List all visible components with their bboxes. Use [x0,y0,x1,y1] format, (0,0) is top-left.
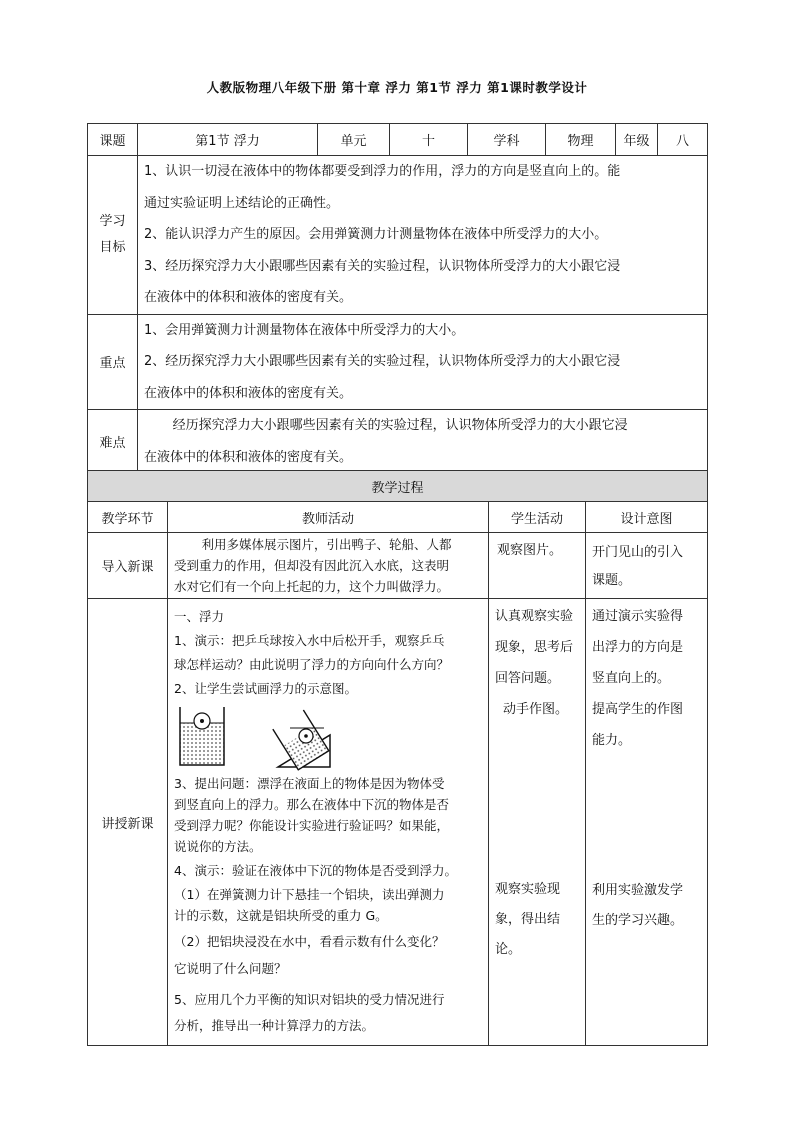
col-student: 学生活动 [489,502,586,533]
difficulty-label: 难点 [88,410,138,474]
grade-value: 八 [658,124,708,156]
subject-value: 物理 [546,124,616,156]
page-title: 人教版物理八年级下册 第十章 浮力 第1节 浮力 第1课时教学设计 [206,80,588,95]
subject-label: 学科 [468,124,546,156]
process-table [87,470,708,1046]
buoyancy-diagram [174,705,482,771]
difficulty-content: 经历探究浮力大小跟哪些因素有关的实验过程，认识物体所受浮力的大小跟它浸 在液体中的体积和液体的密度有关。 [138,410,708,474]
lecture-intent: 通过演示实验得 出浮力的方向是 竖直向上的。 提高学生的作图 能力。 利用实验激发学 生的学习兴趣。 [586,599,708,1046]
col-stage: 教学环节 [88,502,168,533]
intro-student: 观察图片。 [489,533,586,599]
lecture-student: 认真观察实验 现象，思考后 回答问题。 动手作图。 观察实验现 象，得出结论。 [489,599,586,1046]
goals-label: 学习目标 [88,156,138,315]
key-points-content: 1、会用弹簧测力计测量物体在液体中所受浮力的大小。 2、经历探究浮力大小跟哪些因素有关的实验过程，认识物体所受浮力的大小跟它浸 在液体中的体积和液体的密度有关。 [138,314,708,410]
lesson-value: 第1节 浮力 [138,124,318,156]
beaker-with-ball-figure [180,707,224,765]
lesson-info-table [87,123,708,474]
key-points-label: 重点 [88,314,138,410]
intro-intent: 开门见山的引入 课题。 [586,533,708,599]
goals-content: 1、认识一切浸在液体中的物体都要受到浮力的作用，浮力的方向是竖直向上的。能 通过实验证明上述结论的正确性。 2、能认识浮力产生的原因。会用弹簧测力计测量物体在液体中所受浮力的大小。 3、经历探究浮力大小跟哪些因素有关的实验过程，认识物体所受浮力的大小跟它浸 在液体中的体积和液体的密度有关。 [138,156,708,315]
intro-teacher: 利用多媒体展示图片，引出鸭子、轮船、人都 受到重力的作用，但却没有因此沉入水底，这表明 水对它们有一个向上托起的力，这个力叫做浮力。 [168,533,489,599]
grade-label: 年级 [616,124,658,156]
unit-value: 十 [390,124,468,156]
intro-stage: 导入新课 [88,533,168,599]
tilted-beaker-figure [273,710,330,770]
lesson-label: 课题 [88,124,138,156]
lecture-stage: 讲授新课 [88,599,168,1046]
col-teacher: 教师活动 [168,502,489,533]
unit-label: 单元 [318,124,390,156]
process-header: 教学过程 [88,471,708,502]
col-intent: 设计意图 [586,502,708,533]
lecture-teacher: 一、浮力 1、演示：把乒乓球按入水中后松开手，观察乒乓 球怎样运动？由此说明了浮力的方向向什么方向？ 2、让学生尝试画浮力的示意图。 3、提出问题：漂浮在液面上的物体是因为物体受 到竖直向上的浮力。那么在液体中下沉的物体是否 受到浮力呢？你能设计实验进行验证吗？如果能， 说说你的方法。 4、演示：验证在液体中下沉的物体是否受到浮力。 （1）在弹簧测力计下悬挂一个铝块，读出弹测力 计的示数，这就是铝块所受的重力 G。 （2）把铝块浸没在水中，看看示数有什么变化？ 它说明了什么问题？ 5、应用几个力平衡的知识对铝块的受力情况进行 分析，推导出一种计算浮力的方法。 [168,599,489,1046]
